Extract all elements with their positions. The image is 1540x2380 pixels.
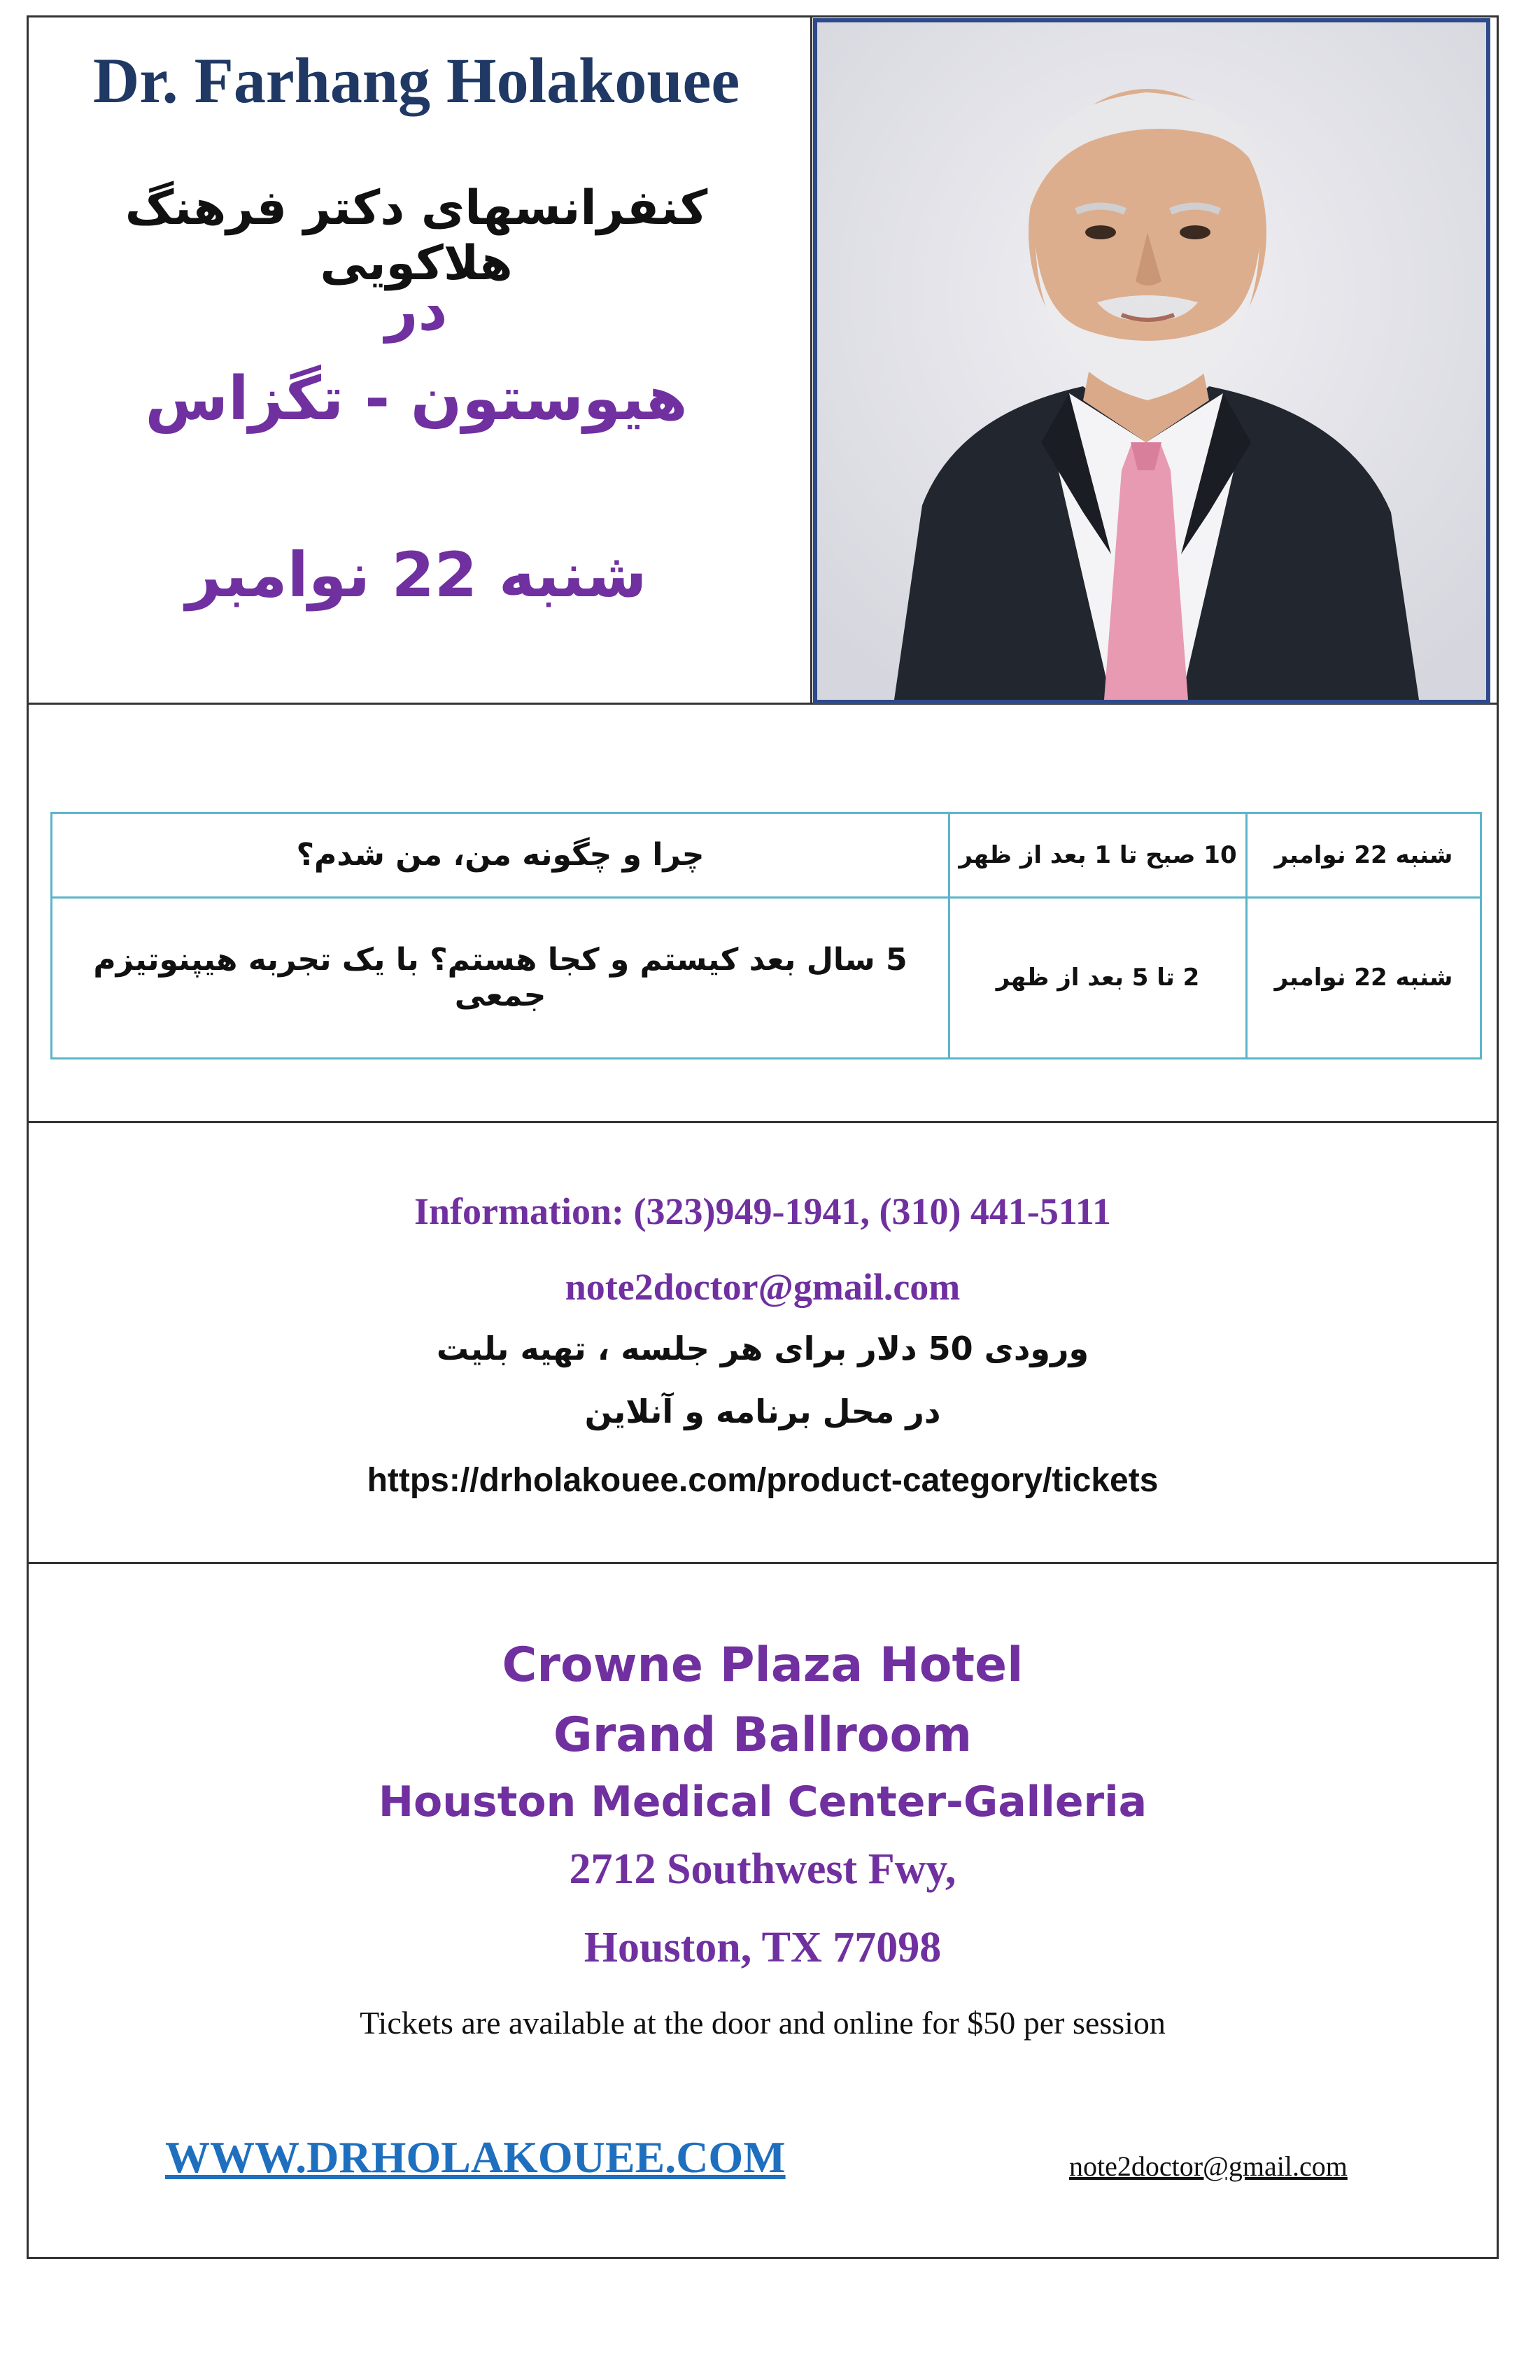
footer-email-link[interactable]: note2doctor@gmail.com [1069, 2150, 1348, 2182]
tickets-note: Tickets are available at the door and online for $50 per session [360, 2005, 1166, 2041]
conference-title-fa: کنفرانسهای دکتر فرهنگ هلاکویی [125, 181, 708, 291]
venue-area: Houston Medical Center-Galleria [378, 1777, 1147, 1826]
schedule-topic: 5 سال بعد کیستم و کجا هستم؟ با یک تجربه هیپنوتیزم جمعی [52, 897, 949, 1058]
table-row [52, 897, 1481, 1058]
date-fa: شنبه 22 نوامبر [185, 539, 647, 611]
table-row [52, 813, 1481, 898]
speaker-photo [813, 18, 1490, 704]
schedule-topic: چرا و چگونه من، من شدم؟ [52, 813, 949, 898]
schedule-day: شنبه 22 نوامبر [1247, 897, 1481, 1058]
divider-info [27, 1562, 1499, 1564]
city-fa: هیوستون - تگزاس [145, 364, 688, 434]
ticket-location-fa: در محل برنامه و آنلاین [584, 1393, 941, 1430]
venue-hotel: Crowne Plaza Hotel [502, 1638, 1024, 1693]
venue-room: Grand Ballroom [553, 1707, 973, 1763]
schedule-time: 10 صبح تا 1 بعد از ظهر [949, 813, 1247, 898]
schedule-day: شنبه 22 نوامبر [1247, 813, 1481, 898]
entry-fee-fa: ورودی 50 دلار برای هر جلسه ، تهیه بلیت [436, 1330, 1089, 1367]
info-email[interactable]: note2doctor@gmail.com [565, 1266, 961, 1308]
schedule-table [50, 812, 1482, 1059]
info-phones: Information: (323)949-1941, (310) 441-5111 [414, 1190, 1111, 1232]
header-divider-vertical [810, 15, 812, 705]
venue-street: 2712 Southwest Fwy, [569, 1845, 956, 1893]
schedule-time: 2 تا 5 بعد از ظهر [949, 897, 1247, 1058]
tickets-url[interactable]: https://drholakouee.com/product-category/tickets [367, 1462, 1159, 1499]
in-label-fa: در [385, 277, 448, 344]
divider-schedule [27, 1121, 1499, 1123]
website-link[interactable]: WWW.DRHOLAKOUEE.COM [165, 2132, 786, 2182]
venue-city: Houston, TX 77098 [584, 1924, 942, 1971]
speaker-portrait-image [817, 22, 1486, 700]
speaker-name: Dr. Farhang Holakouee [92, 45, 740, 116]
